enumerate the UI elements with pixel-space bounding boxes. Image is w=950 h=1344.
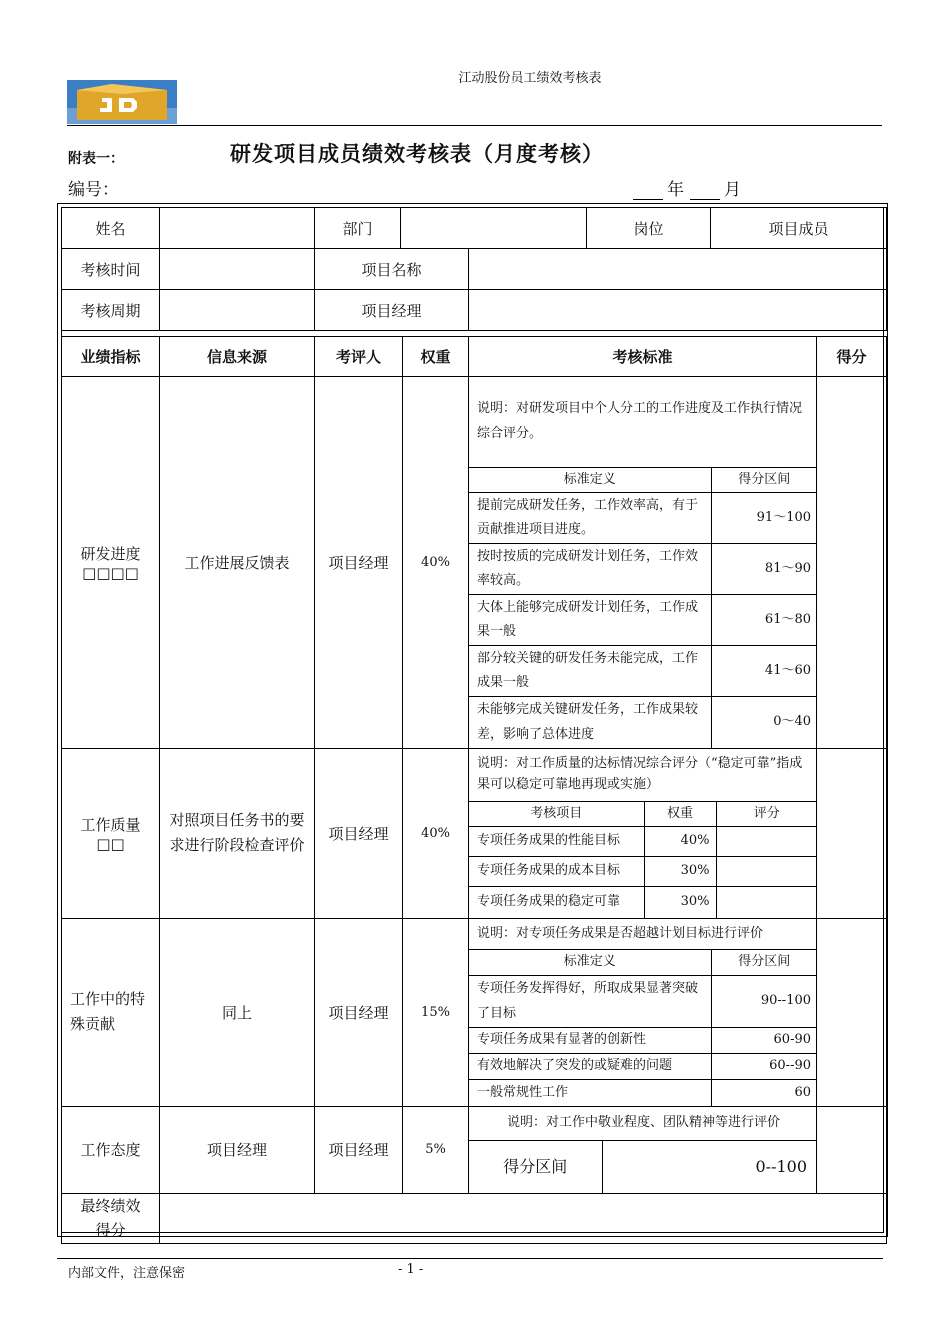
position-label: 岗位: [587, 208, 711, 249]
progress-evaluator: 项目经理: [315, 377, 403, 749]
attitude-evaluator: 项目经理: [315, 1106, 403, 1193]
quality-indicator: [62, 749, 160, 919]
row-quality: [62, 749, 887, 919]
attitude-range-label: 得分区间: [469, 1141, 602, 1193]
quality-weight: 40%: [403, 749, 469, 919]
appendix-label: 附表一：: [68, 151, 124, 167]
name-label: 姓名: [62, 208, 160, 249]
info-table: [61, 207, 887, 331]
row-attitude: [62, 1106, 887, 1193]
attitude-weight: 5%: [403, 1106, 469, 1193]
progress-range-3: 61～80: [711, 595, 817, 646]
eval-time-value-cell[interactable]: [160, 249, 315, 290]
attitude-range-value: 0--100: [602, 1141, 817, 1193]
eval-period-label: 考核周期: [62, 290, 160, 331]
row-progress: [62, 377, 887, 749]
dept-label: 部门: [315, 208, 401, 249]
contribution-def-1: 专项任务发挥得好，所取成果显著突破了目标: [469, 976, 711, 1028]
progress-range-1: 91～100: [711, 493, 817, 544]
col-indicator: 业绩指标: [62, 337, 160, 377]
progress-indicator: [62, 377, 160, 749]
quality-criteria: [469, 749, 817, 919]
dept-value-cell[interactable]: [401, 208, 587, 249]
progress-criteria-table: [469, 377, 817, 748]
quality-score-cell[interactable]: [817, 749, 887, 919]
number-label: 编号：: [68, 180, 119, 200]
progress-indicator-sub: □□□□: [82, 564, 139, 582]
confidential-note: 内部文件，注意保密: [68, 1266, 186, 1281]
footer-rule: [57, 1258, 883, 1259]
position-value: 项目成员: [711, 208, 887, 249]
quality-score-2[interactable]: [716, 857, 817, 887]
company-logo: [67, 80, 177, 124]
progress-source: 工作进展反馈表: [160, 377, 315, 749]
quality-col-weight: 权重: [644, 801, 716, 827]
year-label: 年: [667, 180, 684, 200]
contribution-def-4: 一般常规性工作: [469, 1080, 711, 1106]
quality-source: 对照项目任务书的要求进行阶段检查评价: [160, 749, 315, 919]
project-name-value-cell[interactable]: [469, 249, 887, 290]
quality-criteria-table: [469, 749, 817, 918]
quality-weight-1: 40%: [644, 827, 716, 857]
page-title: 研发项目成员绩效考核表（月度考核）: [230, 141, 604, 166]
progress-indicator-label: 研发进度: [80, 545, 141, 563]
contribution-criteria: [469, 918, 817, 1106]
progress-def-1: 提前完成研发任务，工作效率高，有于贡献推进项目进度。: [469, 493, 711, 544]
quality-item-1: 专项任务成果的性能目标: [469, 827, 644, 857]
eval-time-label: 考核时间: [62, 249, 160, 290]
quality-item-3: 专项任务成果的稳定可靠: [469, 887, 644, 918]
quality-score-1[interactable]: [716, 827, 817, 857]
project-manager-label: 项目经理: [315, 290, 469, 331]
progress-range-2: 81～90: [711, 544, 817, 595]
attitude-note: 说明：对工作中敬业程度、团队精神等进行评价: [469, 1107, 817, 1141]
attitude-score-cell[interactable]: [817, 1106, 887, 1193]
month-blank[interactable]: [690, 184, 720, 200]
month-label: 月: [724, 180, 741, 200]
final-label: 最终绩效得分: [62, 1193, 160, 1243]
attitude-criteria-table: [469, 1107, 817, 1193]
name-value-cell[interactable]: [160, 208, 315, 249]
progress-score-cell[interactable]: [817, 377, 887, 749]
progress-def-4: 部分较关键的研发任务未能完成，工作成果一般: [469, 646, 711, 697]
contribution-indicator: 工作中的特殊贡献: [62, 918, 160, 1106]
project-name-label: 项目名称: [315, 249, 469, 290]
eval-period-value-cell[interactable]: [160, 290, 315, 331]
progress-def-3: 大体上能够完成研发计划任务，工作成果一般: [469, 595, 711, 646]
contribution-def-2: 专项任务成果有显著的创新性: [469, 1028, 711, 1054]
quality-indicator-sub: □□: [96, 834, 125, 853]
quality-col-item: 考核项目: [469, 801, 644, 827]
contribution-note: 说明：对专项任务成果是否超越计划目标进行评价: [469, 919, 817, 950]
col-criteria: 考核标准: [469, 337, 817, 377]
quality-weight-2: 30%: [644, 857, 716, 887]
final-score-cell[interactable]: [160, 1193, 887, 1243]
attitude-source: 项目经理: [160, 1106, 315, 1193]
header-rule: [67, 125, 882, 126]
contribution-criteria-table: [469, 919, 817, 1106]
quality-item-2: 专项任务成果的成本目标: [469, 857, 644, 887]
progress-weight: 40%: [403, 377, 469, 749]
quality-note: 说明：对工作质量的达标情况综合评分（“稳定可靠”指成果可以稳定可靠地再现或实施）: [469, 749, 817, 801]
col-source: 信息来源: [160, 337, 315, 377]
attitude-criteria: [469, 1106, 817, 1193]
progress-note: 说明：对研发项目中个人分工的工作进度及工作执行情况综合评分。: [469, 377, 817, 467]
form-outer-border: [57, 203, 888, 1240]
date-field: [633, 175, 741, 200]
progress-col-def: 标准定义: [469, 467, 711, 493]
attitude-indicator: 工作态度: [62, 1106, 160, 1193]
col-evaluator: 考评人: [315, 337, 403, 377]
contribution-score-cell[interactable]: [817, 918, 887, 1106]
row-contribution: [62, 918, 887, 1106]
contribution-evaluator: 项目经理: [315, 918, 403, 1106]
form-inner-border: [61, 207, 884, 1240]
company-header: 江动股份员工绩效考核表: [458, 71, 602, 86]
progress-range-4: 41～60: [711, 646, 817, 697]
progress-col-range: 得分区间: [711, 467, 817, 493]
progress-def-5: 未能够完成关键研发任务，工作成果较差，影响了总体进度: [469, 697, 711, 748]
quality-evaluator: 项目经理: [315, 749, 403, 919]
contribution-range-3: 60--90: [711, 1054, 817, 1080]
page-number: - 1 -: [398, 1262, 424, 1277]
progress-def-2: 按时按质的完成研发计划任务，工作效率较高。: [469, 544, 711, 595]
contribution-col-def: 标准定义: [469, 950, 711, 976]
quality-col-score: 评分: [716, 801, 817, 827]
progress-criteria: [469, 377, 817, 749]
col-weight: 权重: [403, 337, 469, 377]
row-final: [62, 1193, 887, 1243]
progress-range-5: 0～40: [711, 697, 817, 748]
year-blank[interactable]: [633, 184, 663, 200]
contribution-source: 同上: [160, 918, 315, 1106]
project-manager-value-cell[interactable]: [469, 290, 887, 331]
quality-score-3[interactable]: [716, 887, 817, 918]
contribution-col-range: 得分区间: [711, 950, 817, 976]
assessment-table: [61, 336, 887, 1244]
quality-weight-3: 30%: [644, 887, 716, 918]
contribution-range-2: 60-90: [711, 1028, 817, 1054]
quality-indicator-label: 工作质量: [80, 815, 141, 834]
contribution-weight: 15%: [403, 918, 469, 1106]
contribution-range-4: 60: [711, 1080, 817, 1106]
col-score: 得分: [817, 337, 887, 377]
contribution-range-1: 90--100: [711, 976, 817, 1028]
contribution-def-3: 有效地解决了突发的或疑难的问题: [469, 1054, 711, 1080]
